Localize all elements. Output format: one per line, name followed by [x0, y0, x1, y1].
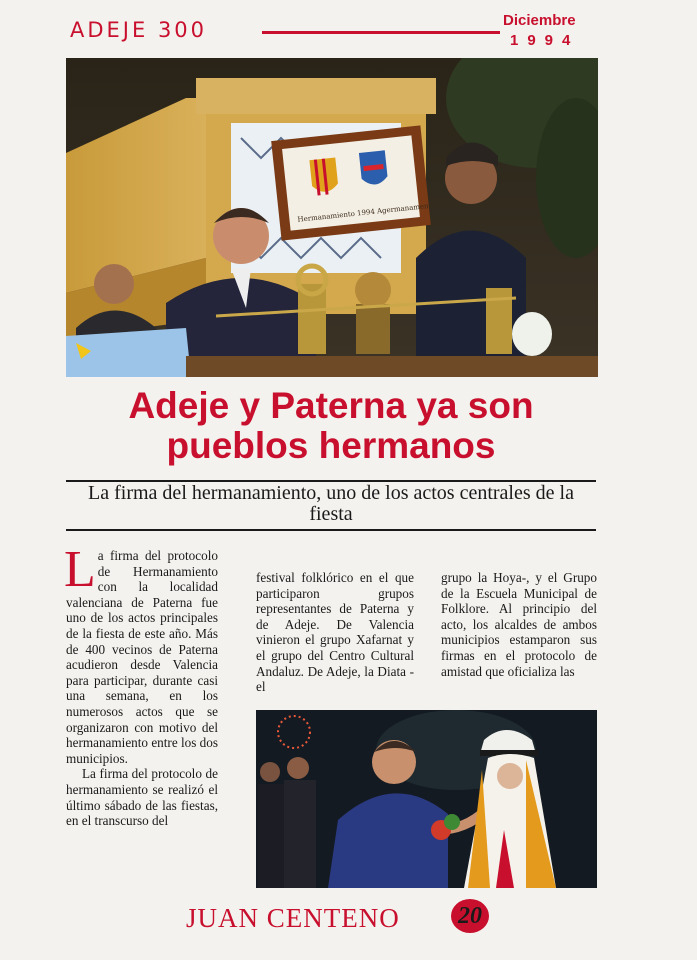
subtitle-rule-bottom — [66, 529, 596, 531]
column-3 — [441, 570, 597, 679]
secondary-photo — [256, 710, 597, 888]
issue-month: Diciembre — [503, 12, 576, 29]
column-1 — [64, 541, 218, 829]
column-3-text: grupo la Hoya-, y el Grupo de la Escuela Municipal de Folklore. Al principio del acto, los alcaldes de ambos municipios estamparon sus firmas en el protocolo de amistad que oficializa las — [441, 570, 597, 679]
article-subtitle: La firma del hermanamiento, uno de los actos centrales de la fiesta — [88, 482, 574, 525]
section-title: ADEJE 300 — [70, 18, 208, 42]
publication-name: JUAN CENTENO — [186, 903, 400, 933]
issue-year: 1994 — [510, 32, 580, 49]
column-1-paragraph-2: La firma del protocolo de hermanamiento se realizó el último sábado de las fiestas, en el transcurso del — [66, 766, 218, 829]
article-headline: Adeje y Paterna ya son pueblos hermanos — [128, 385, 534, 466]
plaque-text: Hermanamiento 1994 Agermanament — [297, 201, 432, 224]
drop-cap: L — [64, 541, 96, 598]
header-rule — [262, 31, 500, 34]
page-number: 20 — [451, 899, 489, 933]
column-1-paragraph-1: a firma del protocolo de Hermanamiento con la localidad valenciana de Paterna fue uno de los actos principales de la fiesta de este año. Más de 400 vecinos de Paterna acudieron desde Valencia para participar, durante casi una semana, en los numerosos actos que se organizaron con motivo del hermanamiento entre los dos municipios. — [66, 548, 218, 766]
main-photo — [66, 58, 598, 377]
column-2 — [256, 570, 414, 695]
column-2-text: festival folklórico en el que participaron grupos representantes de Paterna y de Adeje. De Valencia vinieron el grupo Xafarnat y el grupo del Centro Cultural Andaluz. De Adeje, la Diata -el — [256, 570, 414, 695]
